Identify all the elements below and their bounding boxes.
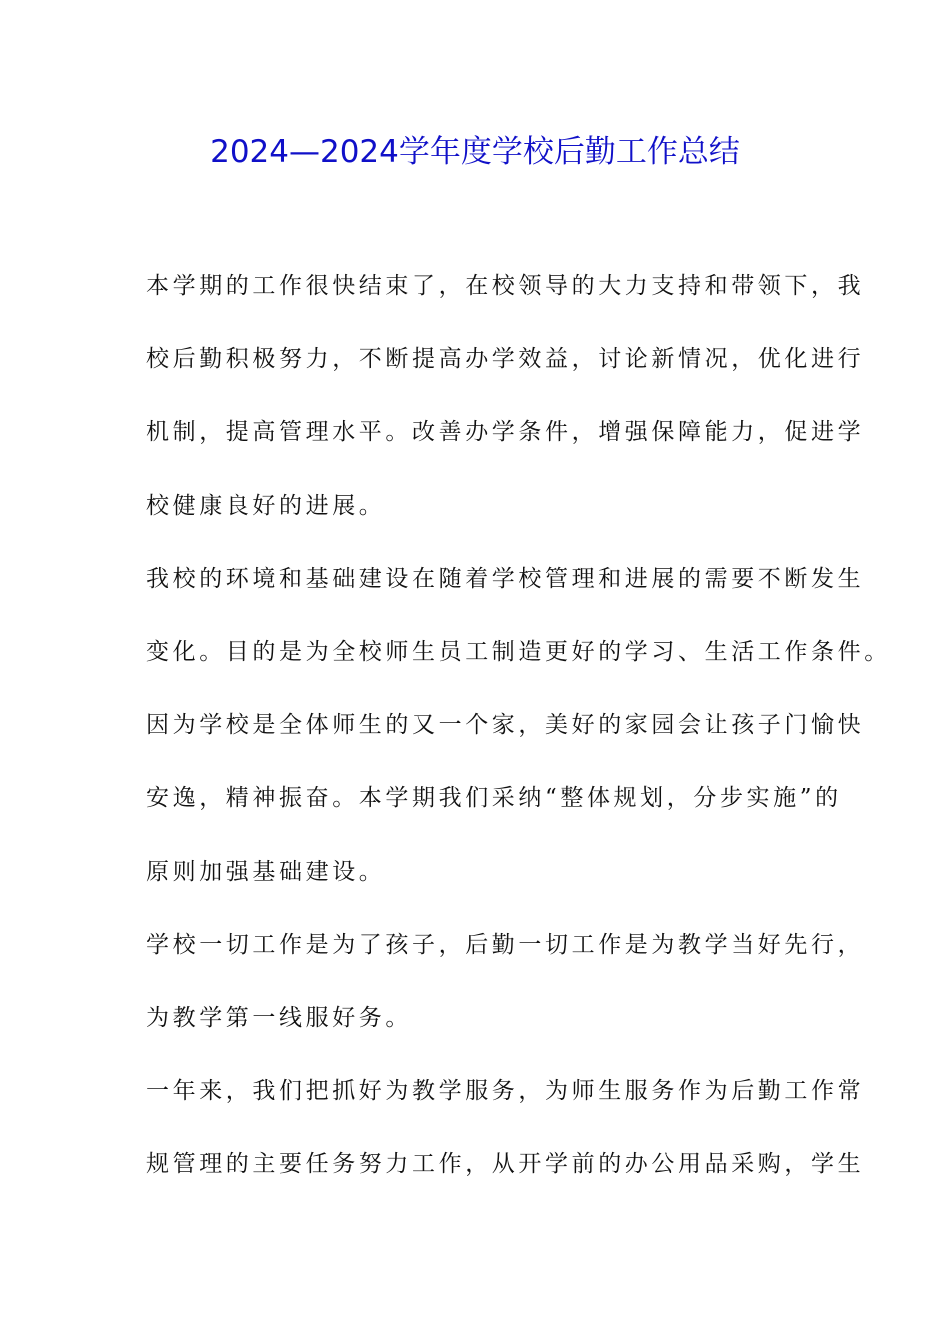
body-line: 因为学校是全体师生的又一个家，美好的家园会让孩子门愉快 bbox=[146, 712, 865, 739]
body-line: 安逸，精神振奋。本学期我们采纳“整体规划，分步实施”的 bbox=[146, 785, 842, 812]
body-line: 机制，提高管理水平。改善办学条件，增强保障能力，促进学 bbox=[146, 419, 865, 446]
body-line: 一年来，我们把抓好为教学服务，为师生服务作为后勤工作常 bbox=[146, 1078, 865, 1105]
body-line: 规管理的主要任务努力工作，从开学前的办公用品采购，学生 bbox=[146, 1151, 865, 1178]
body-line: 校健康良好的进展。 bbox=[146, 492, 386, 519]
document-title: 2024—2024学年度学校后勤工作总结 bbox=[210, 134, 740, 170]
document-body bbox=[146, 263, 891, 1214]
body-line: 变化。目的是为全校师生员工制造更好的学习、生活工作条件。 bbox=[146, 638, 891, 665]
body-line: 校后勤积极努力，不断提高办学效益，讨论新情况，优化进行 bbox=[146, 346, 865, 373]
body-line: 学校一切工作是为了孩子，后勤一切工作是为教学当好先行， bbox=[146, 931, 865, 958]
body-line: 我校的环境和基础建设在随着学校管理和进展的需要不断发生 bbox=[146, 565, 865, 592]
body-line: 为教学第一线服好务。 bbox=[146, 1004, 412, 1031]
body-line: 原则加强基础建设。 bbox=[146, 858, 386, 885]
body-line: 本学期的工作很快结束了，在校领导的大力支持和带领下，我 bbox=[146, 273, 865, 299]
